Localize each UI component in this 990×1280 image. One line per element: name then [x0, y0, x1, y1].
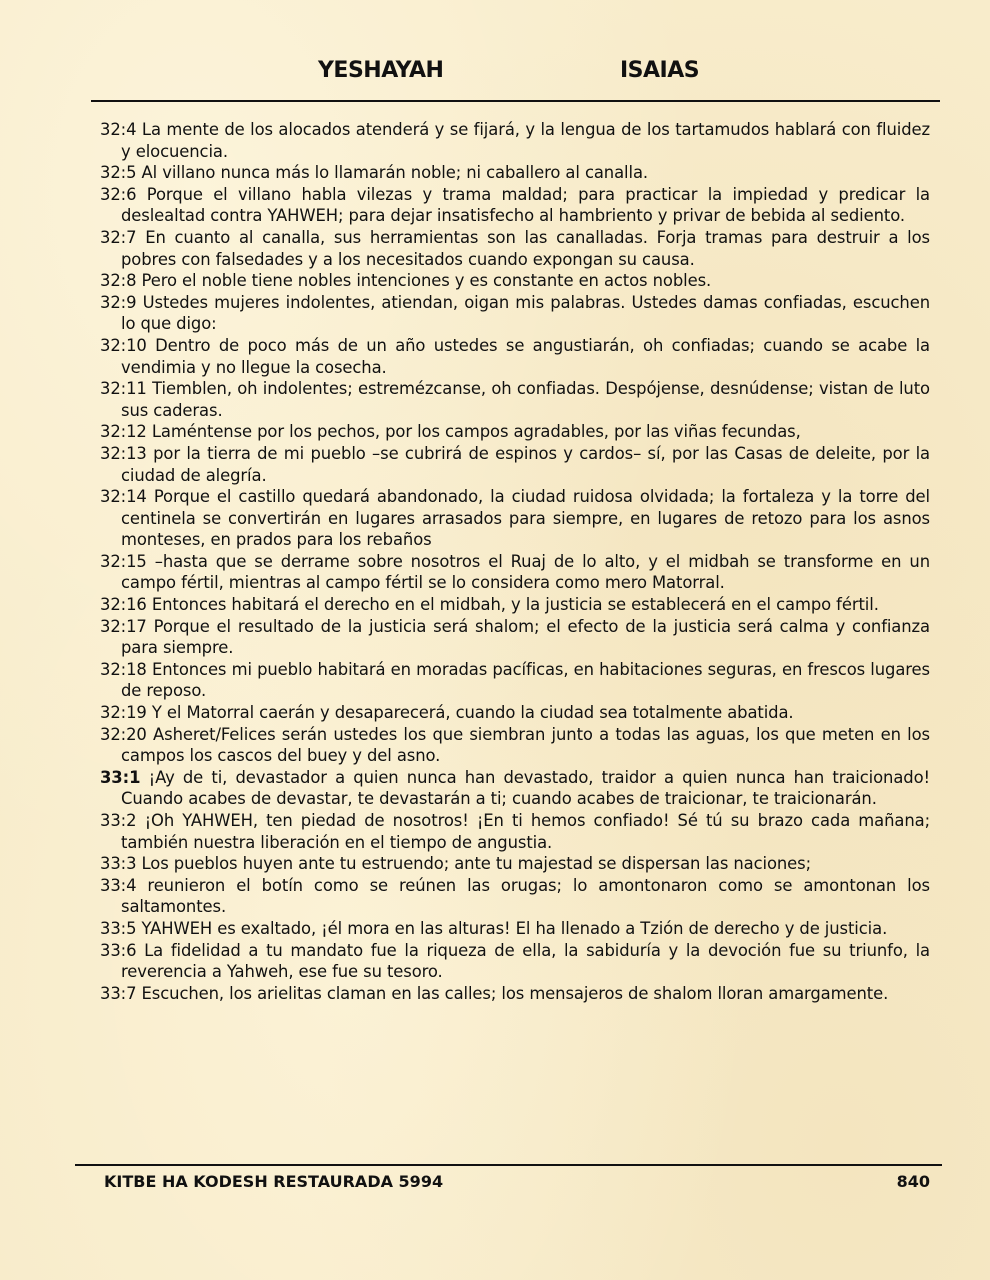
verse-paragraph: [100, 486, 930, 551]
verse-reference: 32:8: [100, 271, 137, 291]
verse-text: Ustedes mujeres indolentes, atiendan, oigan mis palabras. Ustedes damas confiadas, escuchen lo que digo:: [121, 292, 930, 334]
verse-text: –hasta que se derrame sobre nosotros el Ruaj de lo alto, y el midbah se transforme en un campo fértil, mientras al campo fértil se lo considera como mero Matorral.: [121, 551, 930, 593]
verse-text: Escuchen, los arielitas claman en las calles; los mensajeros de shalom lloran amargamente.: [141, 983, 889, 1003]
verse-reference: 33:4: [100, 875, 137, 895]
verse-text: Los pueblos huyen ante tu estruendo; ante tu majestad se dispersan las naciones;: [141, 854, 812, 874]
verse-paragraph: [100, 443, 930, 486]
verse-text: Porque el resultado de la justicia será shalom; el efecto de la justicia será calma y confianza para siempre.: [121, 616, 930, 658]
verse-text: Al villano nunca más lo llamarán noble; ni caballero al canalla.: [141, 163, 648, 183]
header-left-title: YESHAYAH: [318, 58, 444, 83]
verse-reference: 32:13: [100, 443, 147, 463]
verse-paragraph: [100, 162, 930, 184]
verse-paragraph: [100, 724, 930, 767]
verse-text: Porque el villano habla vilezas y trama maldad; para practicar la impiedad y predicar la deslealtad contra YAHWEH; para dejar insatisfecho al hambriento y privar de bebida al sediento.: [121, 184, 930, 226]
verse-text: Porque el castillo quedará abandonado, la ciudad ruidosa olvidada; la fortaleza y la torre del centinela se convertirán en lugares arrasados para siempre, en lugares de retozo para los asnos monteses, en prados para los rebaños: [121, 487, 930, 550]
verse-text: reunieron el botín como se reúnen las orugas; lo amontonaron como se amontonan los saltamontes.: [121, 875, 930, 917]
verse-paragraph: [100, 270, 930, 292]
verse-reference: 32:10: [100, 335, 147, 355]
verse-reference: 32:14: [100, 487, 147, 507]
verse-paragraph: [100, 292, 930, 335]
verse-text: Entonces mi pueblo habitará en moradas pacíficas, en habitaciones seguras, en frescos lugares de reposo.: [121, 659, 930, 701]
verse-text: La fidelidad a tu mandato fue la riqueza de ella, la sabiduría y la devoción fue su triunfo, la reverencia a Yahweh, ese fue su tesoro.: [121, 940, 930, 982]
verse-text: Asheret/Felices serán ustedes los que siembran junto a todas las aguas, los que meten en los campos los cascos del buey y del asno.: [121, 724, 930, 766]
verse-list: [100, 119, 930, 1004]
verse-paragraph: [100, 551, 930, 594]
verse-reference: 32:5: [100, 163, 137, 183]
verse-paragraph: [100, 918, 930, 940]
verse-reference: 33:2: [100, 811, 137, 830]
verse-text: YAHWEH es exaltado, ¡él mora en las alturas! El ha llenado a Tzión de derecho y de justicia.: [141, 918, 888, 938]
header-right-title: ISAIAS: [620, 58, 700, 83]
verse-text: Entonces habitará el derecho en el midbah, y la justicia se establecerá en el campo fértil.: [151, 595, 879, 615]
footer-book-title: KITBE HA KODESH RESTAURADA 5994: [104, 1172, 444, 1191]
verse-reference: 32:20: [100, 724, 147, 744]
verse-paragraph: [100, 421, 930, 443]
verse-reference: 32:7: [100, 227, 137, 247]
verse-text: Pero el noble tiene nobles intenciones y es constante en actos nobles.: [141, 271, 712, 291]
verse-paragraph: [100, 616, 930, 659]
verse-reference: 33:6: [100, 940, 137, 960]
verse-paragraph: [100, 767, 930, 810]
verse-reference: 32:6: [100, 184, 137, 204]
verse-reference: 32:9: [100, 292, 137, 312]
verse-reference: 33:5: [100, 918, 137, 938]
verse-paragraph: [100, 659, 930, 702]
verse-paragraph: [100, 810, 930, 853]
verse-paragraph: [100, 875, 930, 918]
verse-text: Laméntense por los pechos, por los campos agradables, por las viñas fecundas,: [151, 422, 801, 442]
verse-paragraph: [100, 378, 930, 421]
verse-paragraph: [100, 594, 930, 616]
verse-paragraph: [100, 853, 930, 875]
footer-page-number: 840: [896, 1172, 930, 1191]
verse-reference: 32:16: [100, 595, 147, 615]
verse-text: Dentro de poco más de un año ustedes se angustiarán, oh confiadas; cuando se acabe la vendimia y no llegue la cosecha.: [121, 335, 930, 377]
verse-reference: 33:1: [100, 767, 141, 787]
verse-reference: 32:4: [100, 120, 137, 139]
verse-reference: 32:12: [100, 422, 147, 442]
verse-reference: 32:11: [100, 379, 147, 399]
verse-text: ¡Oh YAHWEH, ten piedad de nosotros! ¡En ti hemos confiado! Sé tú su brazo cada mañana; también nuestra liberación en el tiempo de angustia.: [121, 811, 930, 852]
verse-reference: 32:17: [100, 616, 147, 636]
verse-paragraph: [100, 184, 930, 227]
verse-text: Tiemblen, oh indolentes; estremézcanse, oh confiadas. Despójense, desnúdense; vistan de luto sus caderas.: [121, 379, 930, 420]
verse-reference: 32:15: [100, 551, 147, 571]
verse-text: La mente de los alocados atenderá y se fijará, y la lengua de los tartamudos hablará con fluidez y elocuencia.: [121, 120, 930, 161]
verse-paragraph: [100, 940, 930, 983]
verse-paragraph: [100, 119, 930, 162]
verse-paragraph: [100, 227, 930, 270]
verse-reference: 32:19: [100, 703, 147, 723]
verse-reference: 32:18: [100, 659, 147, 679]
verse-paragraph: [100, 335, 930, 378]
verse-reference: 33:7: [100, 983, 137, 1003]
verse-text: En cuanto al canalla, sus herramientas son las canalladas. Forja tramas para destruir a los pobres con falsedades y a los necesitados cuando expongan su causa.: [121, 227, 930, 269]
page-header: [0, 58, 990, 92]
verse-text: ¡Ay de ti, devastador a quien nunca han devastado, traidor a quien nunca han traicionado! Cuando acabes de devastar, te devastarán a ti; cuando acabes de traicionar, te traicionarán.: [121, 767, 930, 809]
header-divider: [91, 100, 940, 102]
verse-text: por la tierra de mi pueblo –se cubrirá de espinos y cardos– sí, por las Casas de deleite, por la ciudad de alegría.: [121, 443, 930, 485]
verse-paragraph: [100, 702, 930, 724]
verse-paragraph: [100, 983, 930, 1005]
verse-text: Y el Matorral caerán y desaparecerá, cuando la ciudad sea totalmente abatida.: [151, 703, 794, 723]
verse-reference: 33:3: [100, 854, 137, 874]
footer-divider: [75, 1164, 942, 1166]
